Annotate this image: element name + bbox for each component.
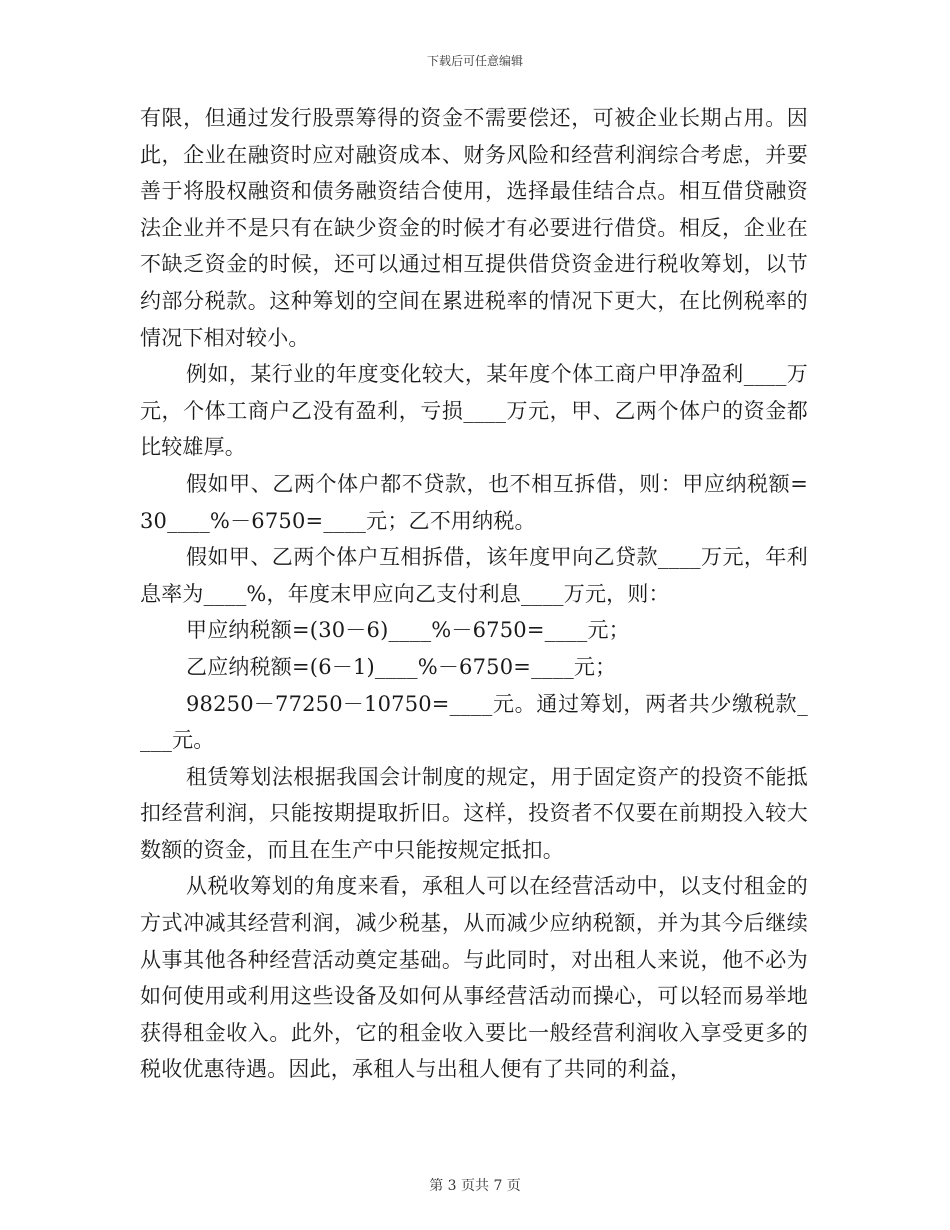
paragraph-loan-case: 假如甲、乙两个体户互相拆借，该年度甲向乙贷款____万元，年利息率为____%，年度末甲应向乙支付利息____万元，则： <box>140 545 808 606</box>
page-header: 下载后可任意编辑 <box>426 54 523 68</box>
paragraph-example-intro: 例如，某行业的年度变化较大，某年度个体工商户甲净盈利____万元，个体工商户乙没有盈利，亏损____万元，甲、乙两个体户的资金都比较雄厚。 <box>140 362 808 460</box>
paragraph-leasing-benefits: 从税收筹划的角度来看，承租人可以在经营活动中，以支付租金的方式冲减其经营利润，减少税基，从而减少应纳税额，并为其今后继续从事其他各种经营活动奠定基础。与此同时，对出租人来说，他不必为如何使用或利用这些设备及如何从事经营活动而操心，可以轻而易举地获得租金收入。此外，它的租金收入要比一般经营利润收入享受更多的税收优惠待遇。因此，承租人与出租人便有了共同的利益， <box>140 874 808 1082</box>
document-body <box>140 100 808 1088</box>
formula-savings: 98250－77250－10750=____元。通过筹划，两者共少缴税款____元。 <box>140 691 808 753</box>
paragraph-no-loan-case: 假如甲、乙两个体户都不贷款，也不相互拆借，则：甲应纳税额=30____%－6750=____元；乙不用纳税。 <box>140 471 808 533</box>
formula-yi-tax: 乙应纳税额=(6－1)____%－6750=____元； <box>186 654 617 679</box>
paragraph-financing-conclusion: 有限，但通过发行股票筹得的资金不需要偿还，可被企业长期占用。因此，企业在融资时应对融资成本、财务风险和经营利润综合考虑，并要善于将股权融资和债务融资结合使用，选择最佳结合点。相互借贷融资法企业并不是只有在缺少资金的时候才有必要进行借贷。相反，企业在不缺乏资金的时候，还可以通过相互提供借贷资金进行税收筹划，以节约部分税款。这种筹划的空间在累进税率的情况下更大，在比例税率的情况下相对较小。 <box>140 106 808 350</box>
paragraph-leasing-method: 租赁筹划法根据我国会计制度的规定，用于固定资产的投资不能抵扣经营利润，只能按期提取折旧。这样，投资者不仅要在前期投入较大数额的资金，而且在生产中只能按规定抵扣。 <box>140 764 808 862</box>
formula-jia-tax: 甲应纳税额=(30－6)____%－6750=____元； <box>186 618 630 643</box>
page-footer: 第 3 页共 7 页 <box>429 1178 521 1194</box>
